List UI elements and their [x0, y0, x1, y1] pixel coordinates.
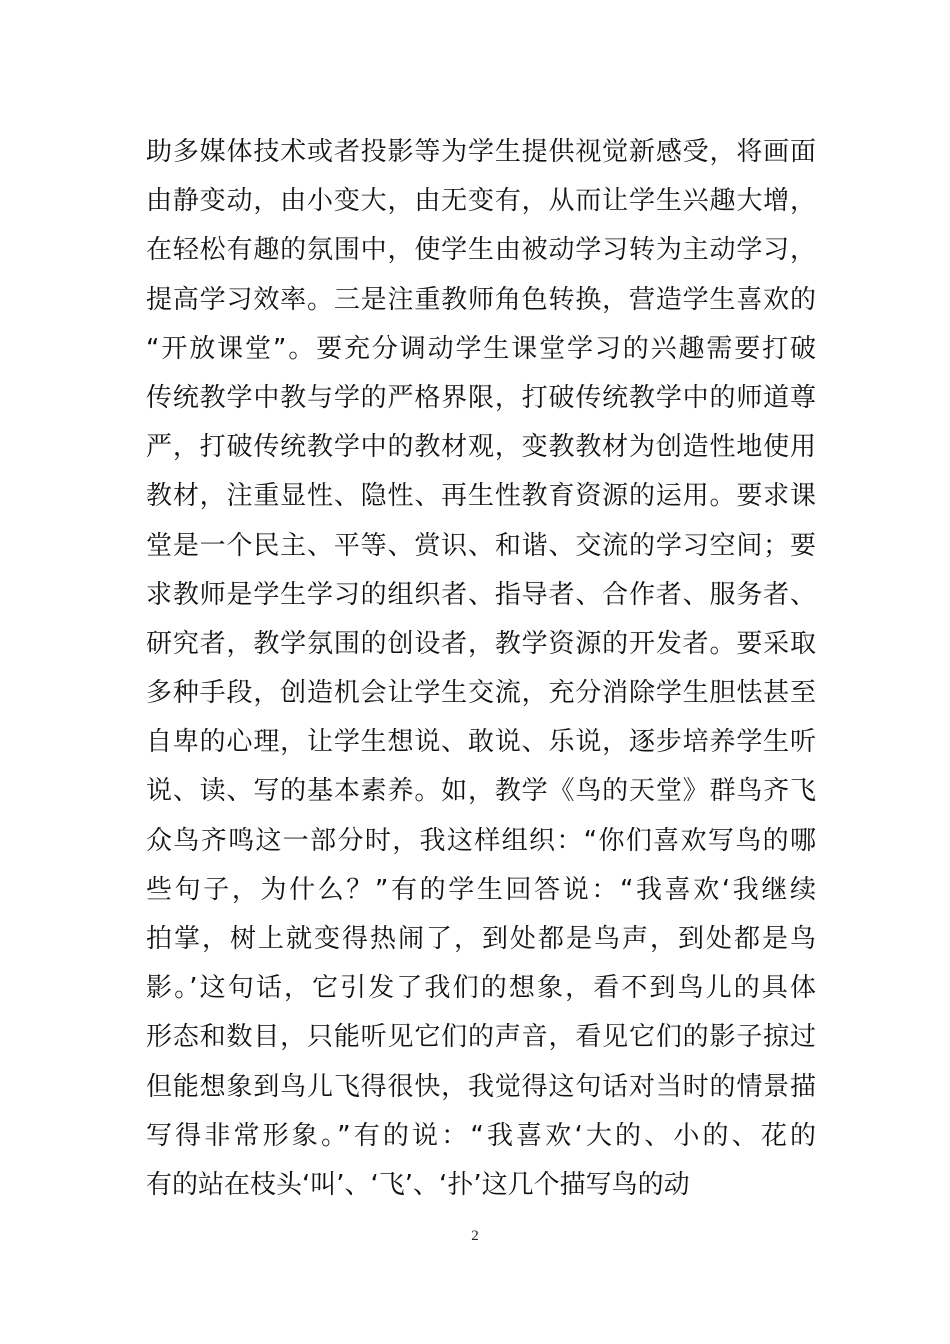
text-line: 多种手段，创造机会让学生交流，充分消除学生胆怯甚至 [146, 678, 816, 709]
text-line: 但能想象到鸟儿飞得很快，我觉得这句话对当时的情景描 [146, 1071, 816, 1102]
text-line: 些句子，为什么？”有的学生回答说：“我喜欢‘我继续 [146, 874, 816, 905]
text-line: 有的站在枝头‘叫’、‘飞’、‘扑’这几个描写鸟的动 [146, 1169, 690, 1200]
text-line: 在轻松有趣的氛围中，使学生由被动学习转为主动学习， [146, 235, 816, 266]
text-line: “开放课堂”。要充分调动学生课堂学习的兴趣需要打破 [146, 333, 816, 364]
text-line: 教材，注重显性、隐性、再生性教育资源的运用。要求课 [146, 481, 816, 512]
text-line: 影。’这句话，它引发了我们的想象，看不到鸟儿的具体 [146, 973, 816, 1004]
text-line: 提高学习效率。三是注重教师角色转换，营造学生喜欢的 [146, 284, 816, 315]
text-line: 求教师是学生学习的组织者、指导者、合作者、服务者、 [146, 579, 816, 610]
page-number: 2 [471, 1228, 479, 1244]
text-line: 写得非常形象。”有的说：“我喜欢‘大的、小的、花的 [146, 1120, 816, 1151]
text-line: 助多媒体技术或者投影等为学生提供视觉新感受，将画面 [146, 137, 816, 167]
text-line: 形态和数目，只能听见它们的声音，看见它们的影子掠过 [146, 1022, 816, 1053]
text-line: 严，打破传统教学中的教材观，变教教材为创造性地使用 [146, 432, 816, 463]
text-line: 自卑的心理，让学生想说、敢说、乐说，逐步培养学生听 [146, 727, 816, 758]
text-line: 说、读、写的基本素养。如，教学《鸟的天堂》群鸟齐飞 [146, 776, 816, 807]
text-line: 由静变动，由小变大，由无变有，从而让学生兴趣大增， [146, 186, 816, 217]
text-line: 传统教学中教与学的严格界限，打破传统教学中的师道尊 [146, 382, 816, 413]
text-line: 堂是一个民主、平等、赏识、和谐、交流的学习空间；要 [146, 530, 816, 561]
text-line: 拍掌，树上就变得热闹了，到处都是鸟声，到处都是鸟 [146, 924, 816, 954]
body-text [146, 128, 816, 1210]
text-line: 研究者，教学氛围的创设者，教学资源的开发者。要采取 [146, 628, 816, 659]
text-line: 众鸟齐鸣这一部分时，我这样组织：“你们喜欢写鸟的哪 [146, 825, 816, 856]
